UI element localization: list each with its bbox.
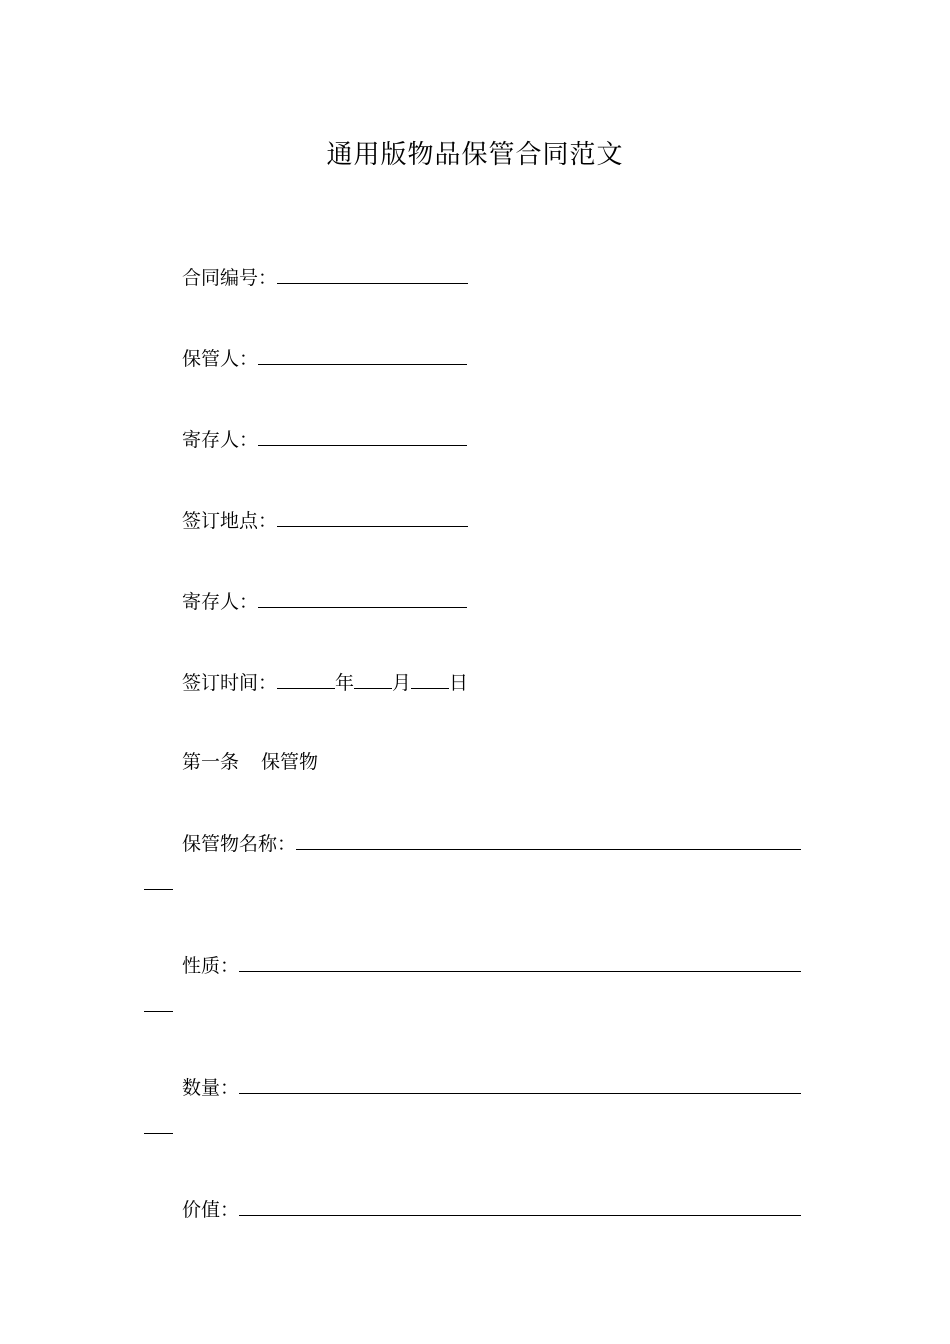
depositor-row-2 — [182, 587, 467, 614]
contract-number-blank — [277, 263, 468, 284]
custodian-row — [182, 344, 467, 371]
day-blank — [411, 668, 449, 689]
month-blank — [354, 668, 392, 689]
sign-place-label: 签订地点： — [182, 510, 278, 532]
nature-row — [182, 951, 801, 978]
depositor-blank — [258, 425, 467, 446]
document-title: 通用版物品保管合同范文 — [326, 140, 624, 170]
item-name-label: 保管物名称： — [182, 833, 297, 855]
nature-blank-continuation — [144, 1010, 173, 1012]
value-blank — [239, 1195, 801, 1216]
item-name-blank — [296, 829, 801, 850]
contract-number-row — [182, 263, 468, 290]
sign-place-row — [182, 506, 468, 533]
article-number: 第一条 — [182, 751, 240, 773]
article-1-heading — [182, 750, 318, 774]
custodian-label: 保管人： — [182, 348, 259, 370]
item-name-blank-continuation — [144, 888, 173, 890]
nature-blank — [239, 951, 801, 972]
year-label: 年 — [335, 672, 355, 694]
value-row — [182, 1195, 801, 1222]
quantity-blank — [239, 1073, 801, 1094]
depositor-label-2: 寄存人： — [182, 591, 259, 613]
month-label: 月 — [392, 672, 412, 694]
sign-time-row — [182, 668, 468, 695]
sign-place-blank — [277, 506, 468, 527]
custodian-blank — [258, 344, 467, 365]
contract-number-label: 合同编号： — [182, 267, 278, 289]
sign-time-label: 签订时间： — [182, 672, 278, 694]
quantity-blank-continuation — [144, 1132, 173, 1134]
article-title: 保管物 — [261, 751, 319, 773]
quantity-label: 数量： — [182, 1077, 240, 1099]
item-name-row — [182, 829, 801, 856]
day-label: 日 — [449, 672, 469, 694]
value-label: 价值： — [182, 1199, 240, 1221]
depositor-row — [182, 425, 467, 452]
depositor-blank-2 — [258, 587, 467, 608]
year-blank — [277, 668, 335, 689]
quantity-row — [182, 1073, 801, 1100]
depositor-label: 寄存人： — [182, 429, 259, 451]
nature-label: 性质： — [182, 955, 240, 977]
